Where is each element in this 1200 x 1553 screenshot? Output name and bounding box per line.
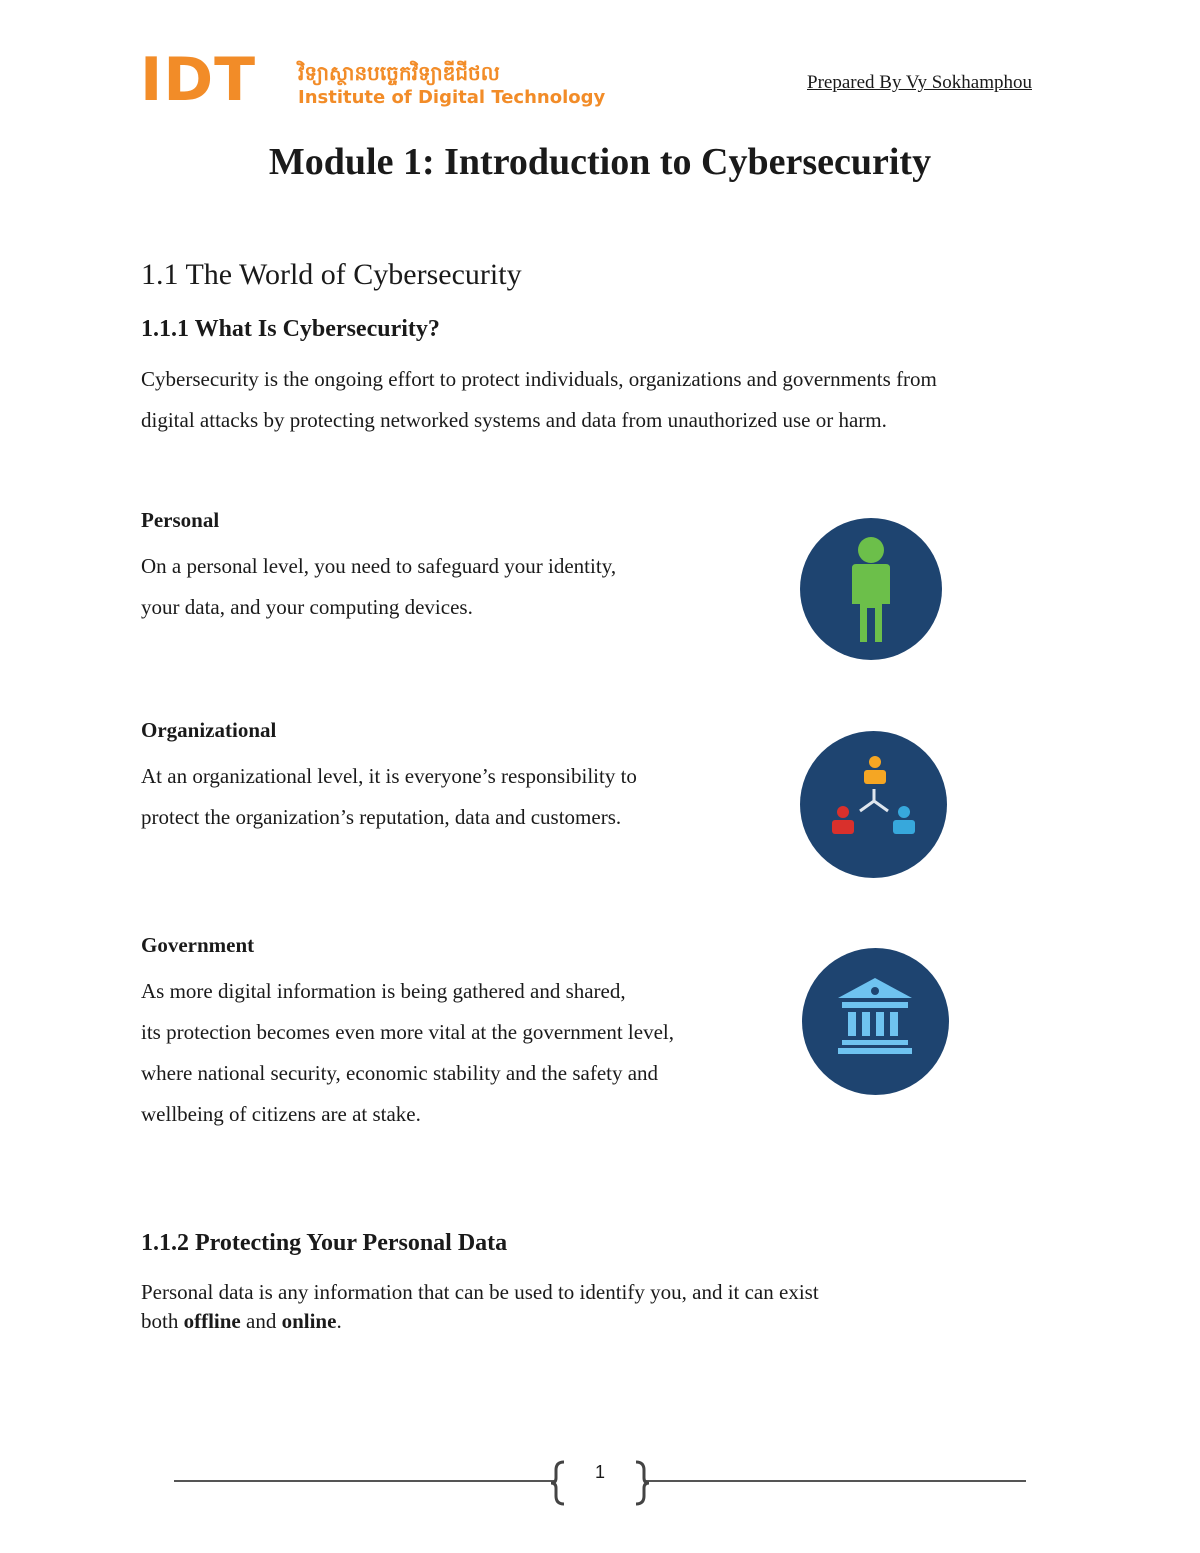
- personal-data-paragraph: [141, 1278, 819, 1336]
- paragraph-line: wellbeing of citizens are at stake.: [141, 1102, 421, 1126]
- text-run: both: [141, 1309, 184, 1333]
- government-title: Government: [141, 933, 255, 957]
- personal-paragraph: [141, 546, 616, 628]
- logo-khmer-name: វិទ្យាស្ថានបច្ចេកវិទ្យាឌីជីថល: [298, 61, 500, 85]
- paragraph-line: As more digital information is being gathered and shared,: [141, 979, 626, 1003]
- organizational-title: Organizational: [141, 718, 277, 742]
- paragraph-line: [141, 1307, 819, 1336]
- bold-online: online: [281, 1309, 337, 1333]
- paragraph-line: its protection becomes even more vital at the government level,: [141, 1020, 674, 1044]
- logo-mark: IDT: [140, 45, 257, 115]
- section-heading: 1.1 The World of Cybersecurity: [141, 258, 522, 291]
- paragraph-line: Personal data is any information that can be used to identify you, and it can exist: [141, 1280, 819, 1304]
- person-icon: [800, 518, 942, 660]
- text-run: .: [336, 1309, 342, 1333]
- bold-offline: offline: [183, 1309, 241, 1333]
- government-paragraph: [141, 971, 674, 1135]
- subsection-heading-personal-data: 1.1.2 Protecting Your Personal Data: [141, 1230, 508, 1256]
- organization-icon: [800, 731, 947, 878]
- subsection-heading-what-is: 1.1.1 What Is Cybersecurity?: [141, 316, 440, 342]
- footer-rule-right: [646, 1480, 1026, 1482]
- prepared-by: Prepared By Vy Sokhamphou: [807, 72, 1032, 93]
- government-building-icon: [802, 948, 949, 1095]
- paragraph-line: Cybersecurity is the ongoing effort to protect individuals, organizations and governments from: [141, 367, 937, 391]
- paragraph-line: At an organizational level, it is everyone’s responsibility to: [141, 764, 637, 788]
- page-number: 1: [594, 1462, 605, 1482]
- definition-paragraph: [141, 359, 937, 441]
- logo-english-name: Institute of Digital Technology: [298, 87, 606, 108]
- organizational-paragraph: [141, 756, 637, 838]
- paragraph-line: digital attacks by protecting networked systems and data from unauthorized use or harm.: [141, 408, 887, 432]
- footer-rule-left: [174, 1480, 554, 1482]
- paragraph-line: protect the organization’s reputation, data and customers.: [141, 805, 622, 829]
- personal-title: Personal: [141, 508, 220, 532]
- paragraph-line: On a personal level, you need to safeguard your identity,: [141, 554, 617, 578]
- paragraph-line: where national security, economic stability and the safety and: [141, 1061, 659, 1085]
- institute-logo: [140, 45, 606, 115]
- paragraph-line: your data, and your computing devices.: [141, 595, 473, 619]
- text-run: and: [240, 1309, 282, 1333]
- page-title: Module 1: Introduction to Cybersecurity: [268, 141, 932, 183]
